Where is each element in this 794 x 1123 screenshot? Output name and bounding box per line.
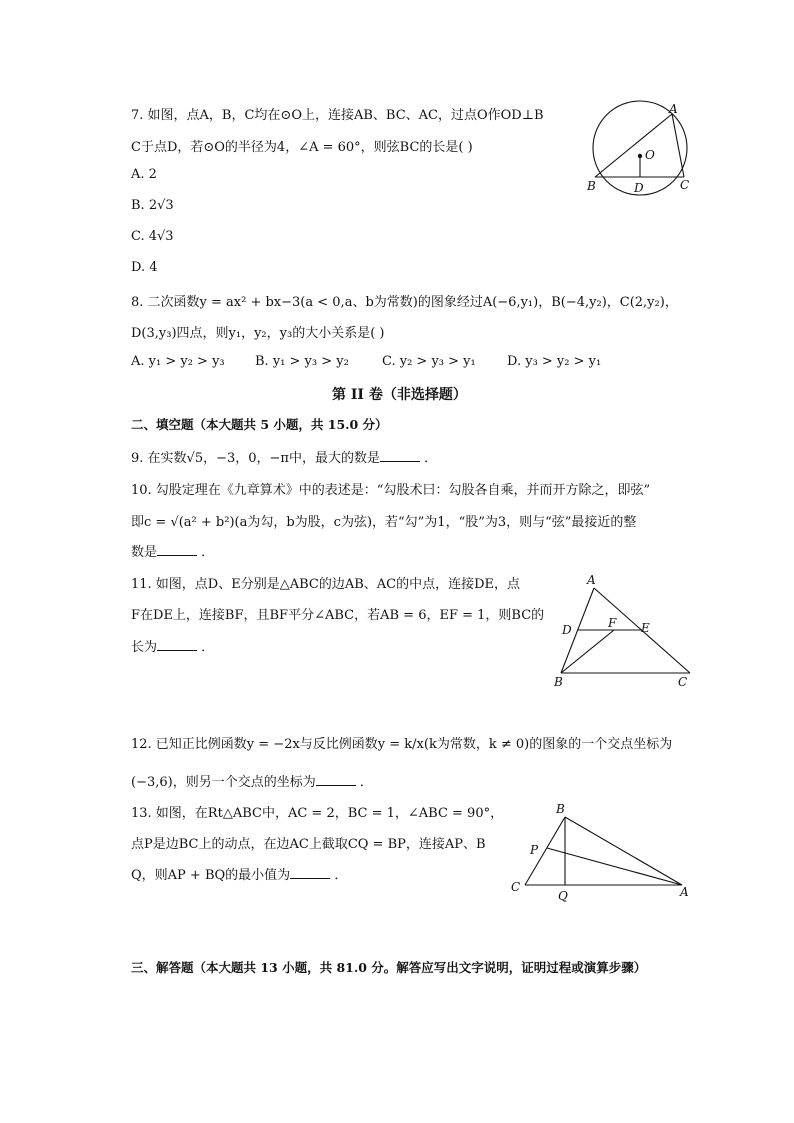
side-ba [565,817,682,885]
q8-option-a: A. y₁ > y₂ > y₃ [131,354,225,369]
q7-option-d: D. 4 [131,260,158,275]
label-c: C [678,675,688,689]
q8-option-d: D. y₃ > y₂ > y₁ [507,354,602,369]
q9-end: ． [424,451,438,466]
q8-line2: D(3,y₃)四点，则y₁，y₂，y₃的大小关系是( ) [131,326,385,341]
q8-option-c: C. y₂ > y₃ > y₁ [382,354,476,369]
label-f: F [608,616,617,630]
label-c: C [511,880,521,894]
q13-triangle-figure [505,800,695,910]
answer-blank [290,866,330,879]
label-d: D [634,181,644,195]
answer-blank [157,638,197,651]
q11-triangle-figure [552,570,702,690]
q10-body: 数是 [131,545,158,560]
label-a: A [587,573,596,587]
label-q: Q [558,889,568,903]
q13-line3 [131,864,347,883]
part2-title: 第 II 卷（非选择题） [332,387,467,403]
label-b: B [556,802,565,816]
q12-body: (−3,6)，则另一个交点的坐标为 [131,775,316,790]
q12-line2 [131,771,373,790]
q13-end: ． [334,868,348,883]
q7-circle-figure [585,100,705,200]
label-c: C [680,178,690,192]
label-o: O [645,148,655,162]
q8-line1: 8. 二次函数y = ax² + bx−3(a < 0,a、b为常数)的图象经过A(−6,y₁)，B(−4,y₂)，C(2,y₂)， [131,295,678,310]
q11-line1: 11. 如图，点D、E分别是△ABC的边AB、AC的中点，连接DE，点 [131,577,521,592]
q13-body: Q，则AP + BQ的最小值为 [131,868,291,883]
q7-option-b: B. 2√3 [131,198,174,213]
q9-body: 9. 在实数√5，−3，0，−π中，最大的数是 [131,451,380,466]
label-d: D [562,623,572,637]
q11-line3 [131,636,214,655]
label-p: P [530,843,539,857]
q11-line2: F在DE上，连接BF，且BF平分∠ABC，若AB = 6，EF = 1，则BC的 [131,608,545,623]
section3-heading: 三、解答题（本大题共 13 小题，共 81.0 分。解答应写出文字说明，证明过程或演算步骤） [131,960,647,975]
q10-line1: 10. 勾股定理在《九章算术》中的表述是：“勾股术曰：勾股各自乘，并而开方除之，即弦” [131,483,651,498]
label-a: A [680,885,689,899]
q7-option-a: A. 2 [131,167,157,182]
q8-option-b: B. y₁ > y₃ > y₂ [255,354,349,369]
segment-ap [547,848,682,885]
center-point [638,154,642,158]
label-e: E [641,621,650,635]
answer-blank [157,543,197,556]
label-b: B [587,179,596,193]
q7-line2: C于点D，若⊙O的半径为4，∠A = 60°，则弦BC的长是( ) [131,140,473,155]
q10-line2: 即c = √(a² + b²)(a为勾，b为股，c为弦)，若“勾”为1，“股”为3，则与“弦”最接近的整 [131,515,637,530]
section2-heading: 二、填空题（本大题共 5 小题，共 15.0 分） [131,417,388,432]
chord-ab [595,114,672,177]
q10-line3 [131,541,214,560]
q13-line1: 13. 如图，在Rt△ABC中，AC = 2，BC = 1，∠ABC = 90°， [131,806,504,821]
q9-text [131,447,437,466]
q11-end: ． [201,640,215,655]
label-a: A [669,102,678,116]
q7-option-c: C. 4√3 [131,229,174,244]
chord-ac [672,114,684,177]
answer-blank [316,773,356,786]
q7-line1: 7. 如图，点A，B，C均在⊙O上，连接AB、BC、AC，过点O作OD⊥B [131,108,544,123]
answer-blank [380,449,420,462]
q11-body: 长为 [131,640,158,655]
q12-line1: 12. 已知正比例函数y = −2x与反比例函数y = k/x(k为常数，k ≠ 0)的图象的一个交点坐标为 [131,737,673,752]
q10-end: ． [201,545,215,560]
label-b: B [554,675,563,689]
q12-end: ． [359,775,373,790]
q13-line2: 点P是边BC上的动点，在边AC上截取CQ = BP，连接AP、B [131,837,486,852]
